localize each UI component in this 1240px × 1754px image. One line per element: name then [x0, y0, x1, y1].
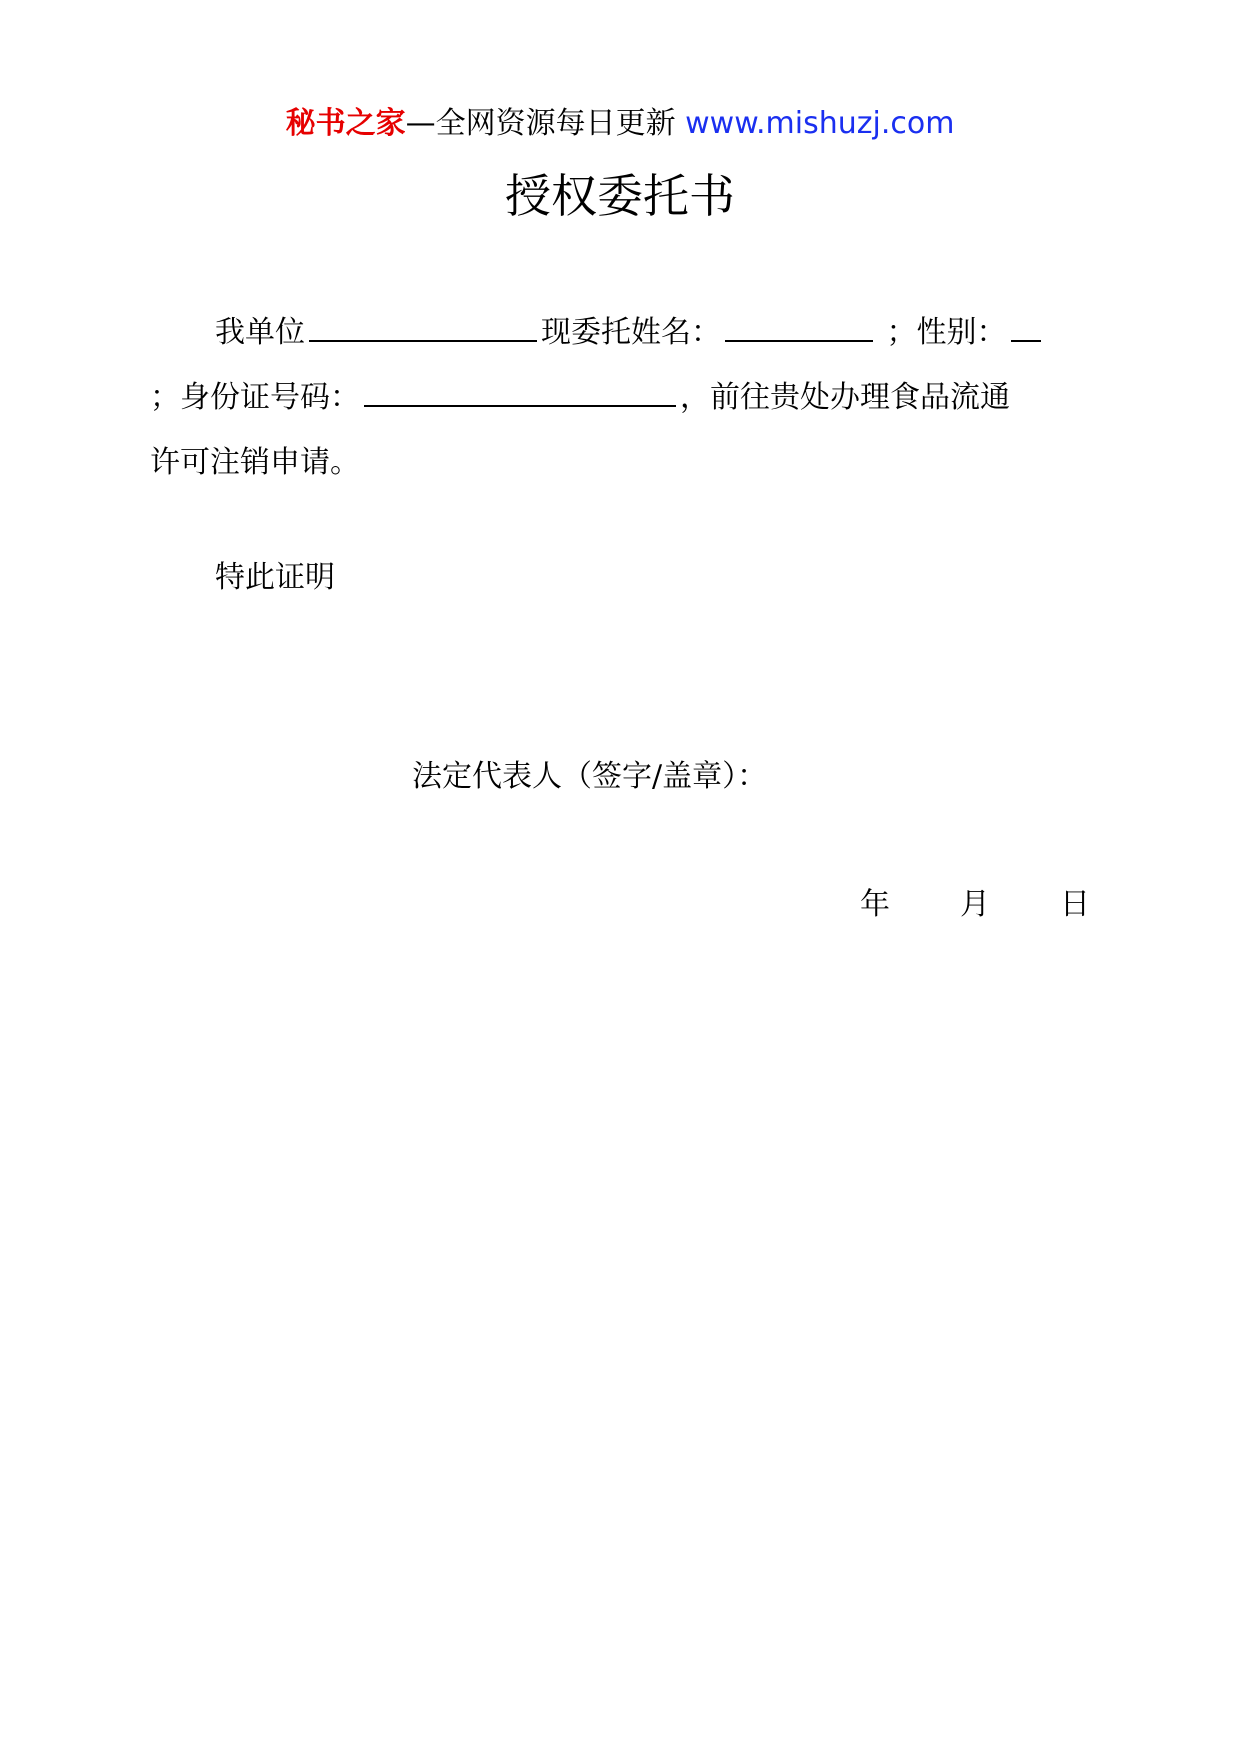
month-label: 月: [960, 887, 990, 922]
name-label: 现委托姓名：: [541, 315, 721, 350]
unit-label: 我单位: [215, 315, 305, 350]
name-blank[interactable]: [725, 306, 873, 342]
purpose-text: ，前往贵处办理食品流通: [680, 380, 1010, 415]
site-url-link[interactable]: www.mishuzj.com: [685, 106, 955, 141]
id-number-blank[interactable]: [364, 371, 676, 407]
unit-blank[interactable]: [309, 306, 537, 342]
body-line-3: [150, 430, 1090, 495]
body-line-2: [150, 365, 1090, 430]
body-line-1: [150, 300, 1090, 365]
slogan: —全网资源每日更新: [405, 106, 676, 141]
brand-name: 秘书之家: [285, 106, 406, 141]
gender-label: ；性别：: [886, 315, 1007, 350]
certification-text: 特此证明: [215, 560, 335, 595]
date-row: [860, 885, 1090, 925]
day-label: 日: [1060, 887, 1090, 922]
site-header: [0, 104, 1240, 144]
gender-blank[interactable]: [1011, 306, 1041, 342]
signature-label: 法定代表人（签字/盖章）：: [412, 759, 768, 794]
document-title: 授权委托书: [505, 169, 735, 223]
document-body: [150, 300, 1090, 495]
year-label: 年: [860, 887, 890, 922]
id-label: ；身份证号码：: [150, 380, 360, 415]
purpose-text-end: 许可注销申请。: [150, 445, 360, 480]
